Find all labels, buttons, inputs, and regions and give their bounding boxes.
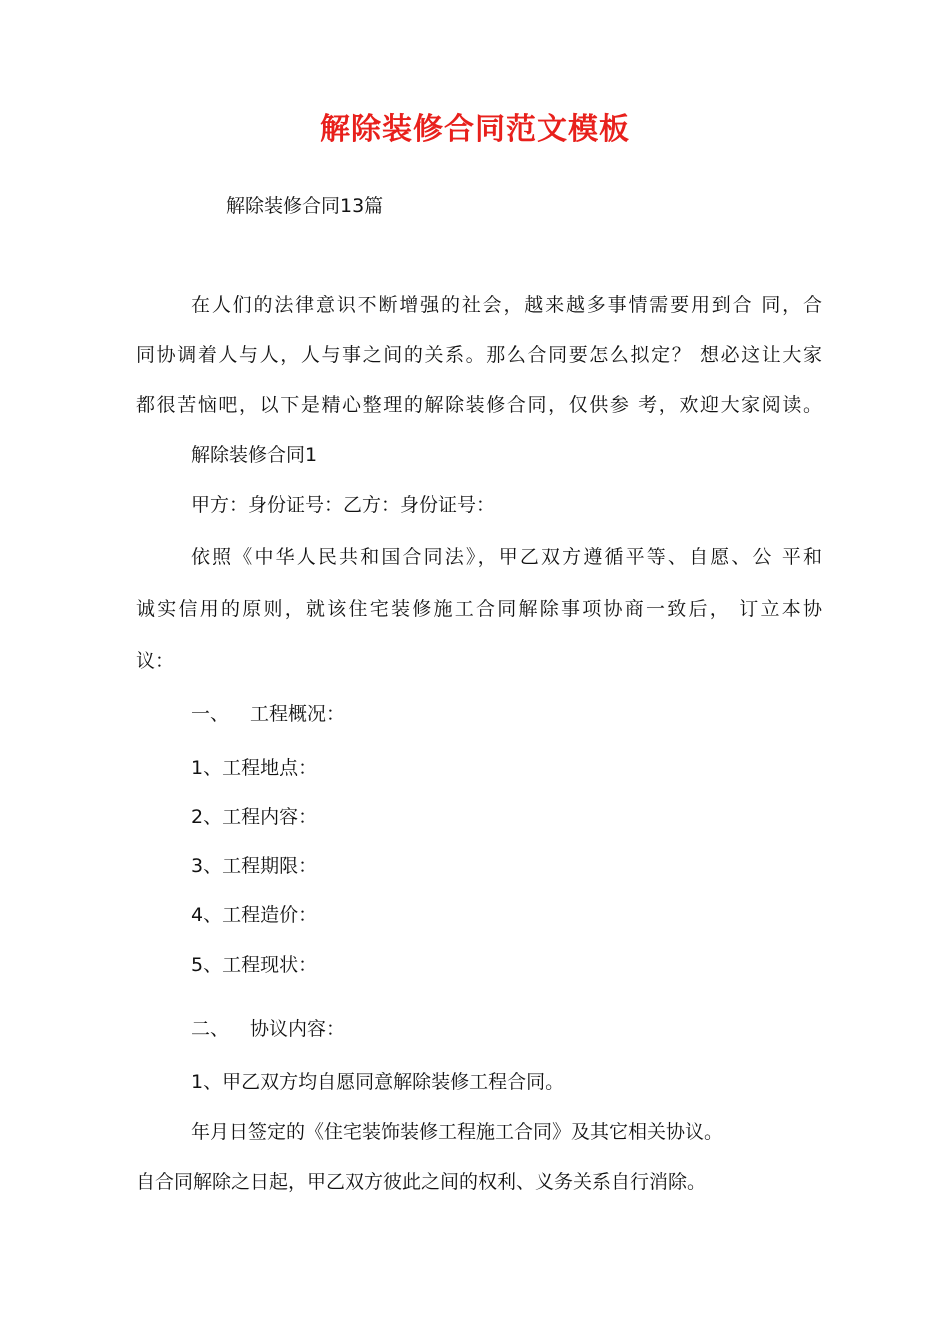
section-2-title: 协议内容：: [250, 1018, 346, 1040]
section-1-item-4: 4、工程造价：: [191, 904, 318, 926]
contract-heading: 解除装修合同1: [191, 444, 318, 466]
intro-line-2: 同协调着人与人，人与事之间的关系。那么合同要怎么拟定？ 想必这让大家: [136, 344, 822, 366]
document-title: 解除装修合同范文模板: [320, 112, 630, 147]
section-2-item-1: 1、甲乙双方均自愿同意解除装修工程合同。: [191, 1071, 565, 1093]
basis-line-3: 议：: [136, 650, 175, 672]
basis-line-2: 诚实信用的原则，就该住宅装修施工合同解除事项协商一致后， 订立本协: [136, 598, 822, 620]
section-2-line-3: 自合同解除之日起，甲乙双方彼此之间的权利、义务关系自行消除。: [136, 1171, 707, 1193]
section-2-number: 二、: [191, 1018, 230, 1040]
section-1-item-2: 2、工程内容：: [191, 806, 318, 828]
document-subtitle: 解除装修合同13篇: [226, 195, 384, 217]
basis-line-1: 依照《中华人民共和国合同法》，甲乙双方遵循平等、自愿、公 平和: [191, 546, 822, 568]
intro-line-1: 在人们的法律意识不断增强的社会，越来越多事情需要用到合 同，合: [191, 294, 822, 316]
section-1-item-5: 5、工程现状：: [191, 954, 318, 976]
section-1-item-1: 1、工程地点：: [191, 757, 318, 779]
section-2-line-2: 年月日签定的《住宅装饰装修工程施工合同》及其它相关协议。: [191, 1121, 724, 1143]
section-1-item-3: 3、工程期限：: [191, 855, 318, 877]
parties-line: 甲方：身份证号：乙方：身份证号：: [191, 494, 496, 516]
section-1-number: 一、: [191, 703, 230, 725]
section-1-title: 工程概况：: [250, 703, 346, 725]
intro-line-3: 都很苦恼吧，以下是精心整理的解除装修合同，仅供参 考，欢迎大家阅读。: [136, 394, 822, 416]
